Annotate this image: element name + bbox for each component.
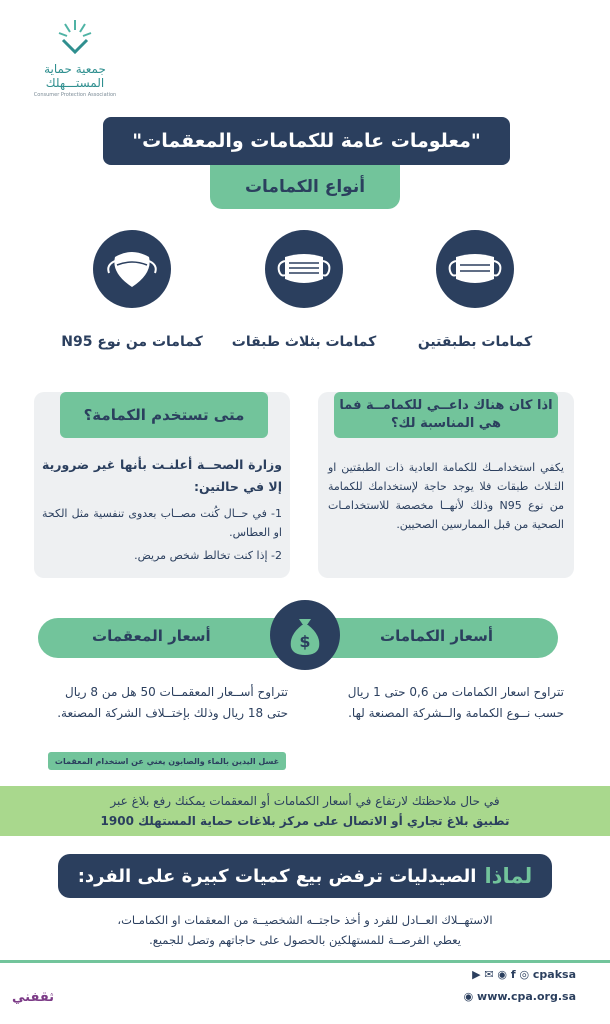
logo-name-en: Consumer Protection Association <box>33 92 117 98</box>
when-to-use-item-2: 2- إذا كنت تخالط شخص مريض. <box>134 549 282 562</box>
n95-mask-icon <box>93 230 171 308</box>
association-logo <box>30 18 120 104</box>
when-to-use-item-1: 1- في حــال كُنت مصــاب بعدوى تنفسية مثل الكحة او العطاس. <box>42 507 282 539</box>
social-icons: ▶ ✉ ◉ f ◎ <box>472 968 533 981</box>
report-notice-line1: في حال ملاحظتك لارتفاع في أسعار الكمامات أو المعقمات يمكنك رفع بلاغ عبر <box>110 794 500 808</box>
watermark: ثقفني <box>12 990 55 1005</box>
social-handles <box>472 968 576 981</box>
mask-type-label-n95: كمامات من نوع N95 <box>61 334 203 350</box>
why-body-line1: الاستهــلاك العــادل للفرد و أخذ حاجتــه الشخصيــة من المعقمات او الكمامـات، <box>117 913 493 927</box>
why-banner <box>58 854 552 898</box>
report-notice-line2: تطبيق بلاغ تجاري أو الاتصال على مركز بلاغات حماية المستهلك 1900 <box>100 814 510 828</box>
hand-wash-note: غسل اليدين بالماء والصابون يغني عن استخدام المعقمات <box>48 752 286 770</box>
mask-prices-text: تتراوح اسعار الكمامات من 0,6 حتى 1 ريال حسب نــوع الكمامة والــشركة المصنعة لها. <box>347 685 564 720</box>
mask-type-label-three-layer: كمامات بثلاث طبقات <box>231 334 377 350</box>
which-mask-heading: اذا كان هناك داعــي للكمامــة فما هي المناسبة لك؟ <box>334 392 558 438</box>
two-layer-mask-icon <box>436 230 514 308</box>
when-to-use-intro: وزارة الصحــة أعلنـت بأنها غير ضرورية إلا في حالتين: <box>42 457 282 494</box>
footer-divider <box>0 960 610 963</box>
logo-emblem-icon <box>55 18 95 58</box>
why-word: لماذا <box>484 864 533 888</box>
when-to-use-heading: متى تستخدم الكمامة؟ <box>60 392 268 438</box>
which-mask-body: يكفي استخدامــك للكمامة العادية ذات الطبقتين او الثـلاث طبقات فلا يوجد حاجة لإستخدامك للكمامة من نوع N95 وذلك لأنهــا مخصصة للاستخدامـات الصحية من قبل الممارسين الصحيين. <box>328 461 564 531</box>
sanitizer-prices-label: أسعار المعقمات <box>92 627 211 645</box>
social-handle: cpaksa <box>532 968 576 981</box>
svg-text:$: $ <box>299 632 311 651</box>
mask-prices-label: أسعار الكمامات <box>380 627 494 645</box>
why-body-line2: يعطي الفرصــة للمستهلكين بالحصول على حاجاتهم وتصل للجميع. <box>149 933 461 947</box>
logo-name-line1: جمعية حماية <box>44 62 106 76</box>
why-title: الصيدليات ترفض بيع كميات كبيرة على الفرد: <box>77 865 477 887</box>
page-title: "معلومات عامة للكمامات والمعقمات" <box>103 117 510 165</box>
three-layer-mask-icon <box>265 230 343 308</box>
website-link[interactable] <box>464 990 576 1003</box>
sanitizer-prices-text: تتراوح أســعار المعقمــات 50 هل من 8 ريال حتى 18 ريال وذلك بإختــلاف الشركة المصنعة. <box>57 685 288 720</box>
logo-name-line2: المستـــهلك <box>45 76 105 90</box>
mask-type-label-two-layer: كمامات بطبقتين <box>417 334 533 350</box>
mask-types-heading: أنواع الكمامات <box>210 165 400 209</box>
globe-icon: ◉ <box>463 990 478 1003</box>
website-url: www.cpa.org.sa <box>477 990 576 1003</box>
money-bag-icon <box>270 600 340 670</box>
